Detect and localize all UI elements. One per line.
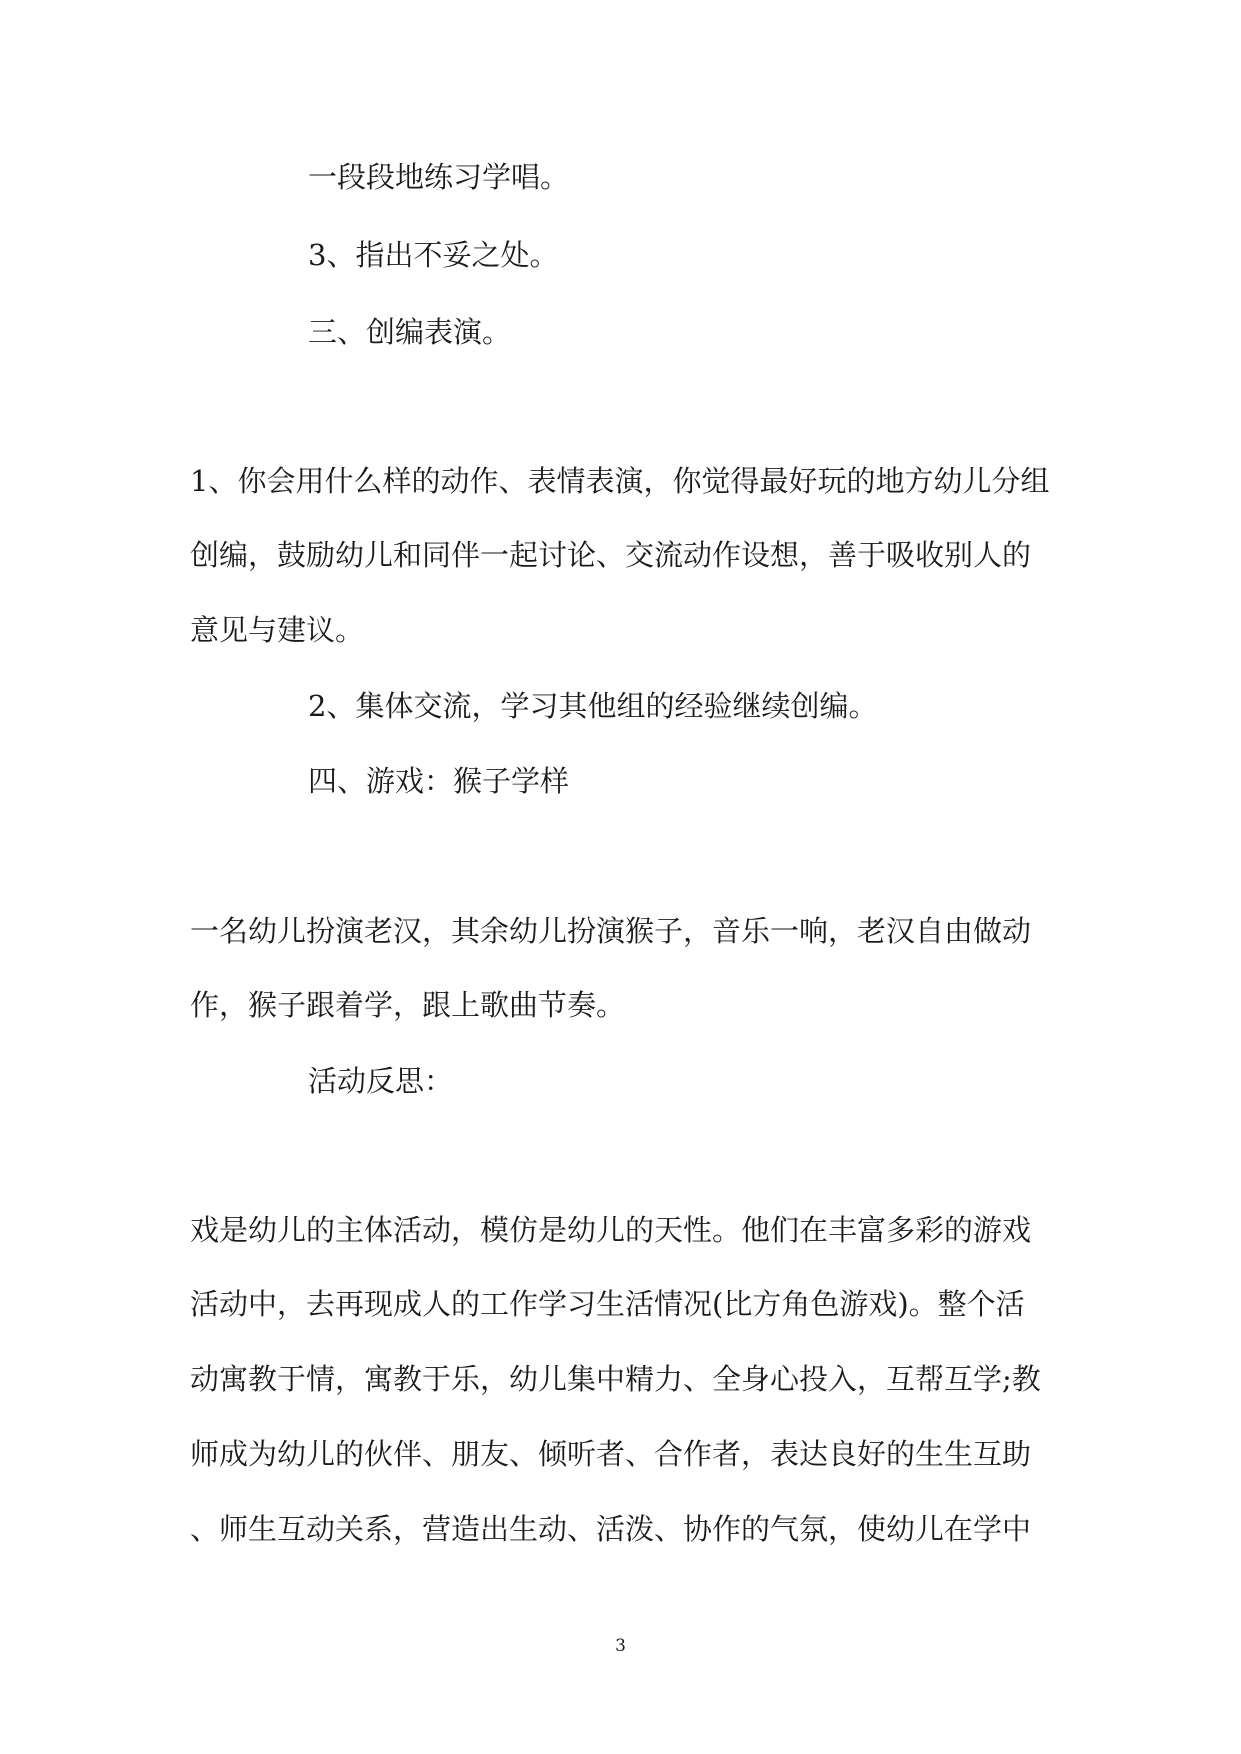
text-line: 活动中，去再现成人的工作学习生活情况(比方角色游戏)。整个活 xyxy=(190,1287,1025,1321)
section-heading: 四、游戏：猴子学样 xyxy=(308,764,570,798)
text-line: 3、指出不妥之处。 xyxy=(308,238,559,272)
text-line: 作，猴子跟着学，跟上歌曲节奏。 xyxy=(190,988,626,1022)
section-heading: 三、创编表演。 xyxy=(308,315,512,349)
text-line: 师成为幼儿的伙伴、朋友、倾听者、合作者，表达良好的生生互助 xyxy=(190,1437,1032,1471)
text-line: 一段段地练习学唱。 xyxy=(308,160,570,194)
text-line: 创编，鼓励幼儿和同伴一起讨论、交流动作设想，善于吸收别人的 xyxy=(190,538,1032,572)
section-heading: 活动反思： xyxy=(308,1064,454,1098)
text-line: 一名幼儿扮演老汉，其余幼儿扮演猴子，音乐一响，老汉自由做动 xyxy=(190,914,1032,948)
page-number: 3 xyxy=(615,1636,626,1656)
text-line: 动寓教于情，寓教于乐，幼儿集中精力、全身心投入，互帮互学;教 xyxy=(190,1362,1041,1396)
text-line: 、师生互动关系，营造出生动、活泼、协作的气氛，使幼儿在学中 xyxy=(190,1512,1032,1546)
text-line: 意见与建议。 xyxy=(190,613,365,647)
text-line: 戏是幼儿的主体活动，模仿是幼儿的天性。他们在丰富多彩的游戏 xyxy=(190,1213,1032,1247)
text-line: 2、集体交流，学习其他组的经验继续创编。 xyxy=(308,689,878,723)
text-line: 1、你会用什么样的动作、表情表演，你觉得最好玩的地方幼儿分组 xyxy=(190,464,1050,498)
